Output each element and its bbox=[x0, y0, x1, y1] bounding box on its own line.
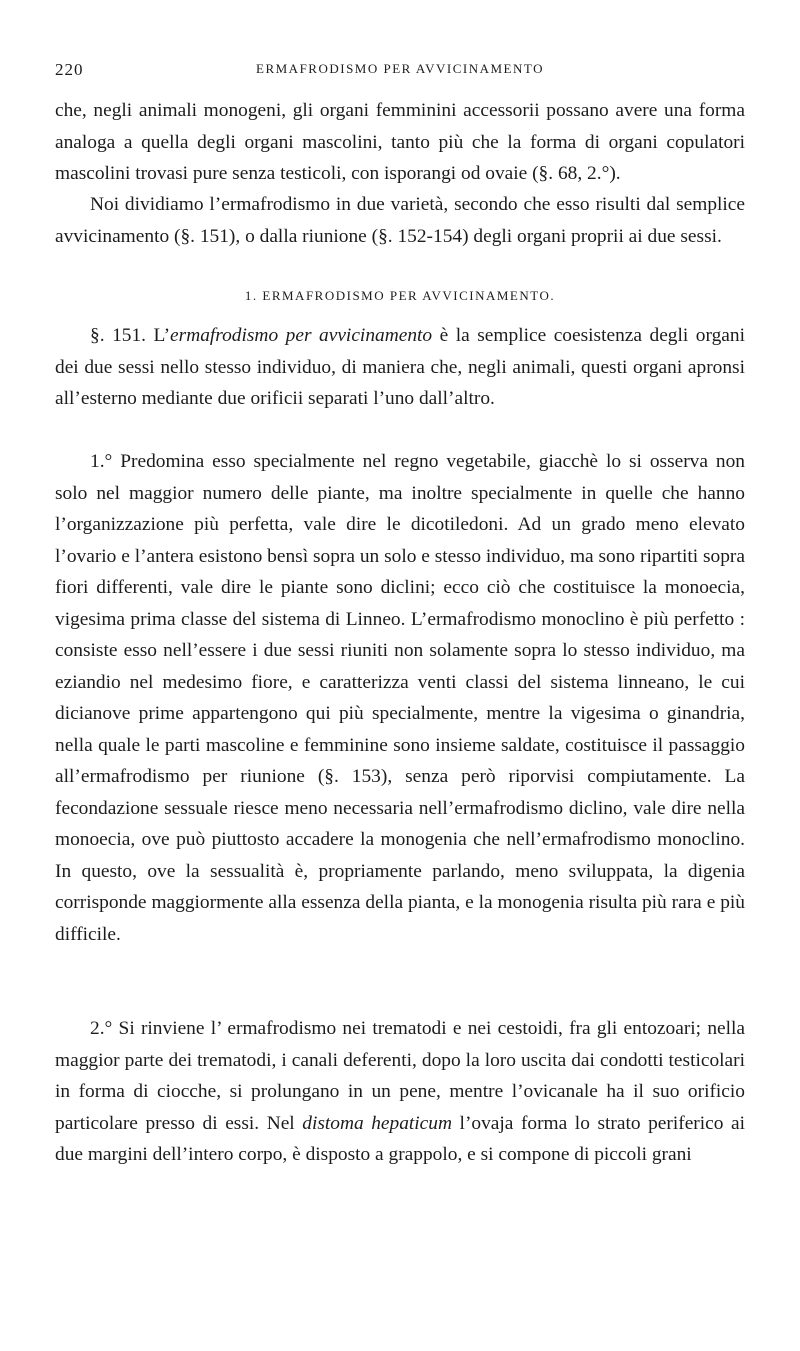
page-number: 220 bbox=[55, 60, 84, 79]
section-heading: 1. ERMAFRODISMO PER AVVICINAMENTO. bbox=[244, 288, 556, 303]
running-head bbox=[55, 60, 745, 84]
paragraph-2-text: Noi dividiamo l’ermafrodismo in due varietà, secondo che esso risulti dal semplice avvicinamento (§. 151), o dalla riunione (§. 152-154) degli organi proprii ai due sessi. bbox=[55, 194, 745, 247]
paragraph-2 bbox=[55, 189, 745, 252]
paragraph-1: che, negli animali monogeni, gli organi femminini accessorii possano avere una forma analoga a quella degli organi mascolini, tanto più che la forma di organi copulatori mascolini trovasi pure senza testicoli, con isporangi od ovaie (§. 68, 2.°). bbox=[55, 100, 745, 184]
running-head-title: ERMAFRODISMO PER AVVICINAMENTO bbox=[256, 61, 544, 76]
paragraph-3-italic: ermafrodismo per avvicinamento bbox=[170, 325, 433, 346]
paragraph-5-rest: l’ovaja forma lo strato periferico ai due margini dell’intero corpo, è disposto a grappolo, e si compone di piccoli grani bbox=[55, 1112, 745, 1165]
paragraph-5-italic: distoma hepaticum bbox=[302, 1112, 452, 1134]
paragraph-3-rest: è la semplice coesistenza degli organi dei due sessi nello stesso individuo, di maniera che, negli animali, questi organi apronsi all’esterno mediante due orificii separati l’uno dall’altro. bbox=[55, 325, 745, 409]
paragraph-5-lead: 2.° Si rinviene l’ ermafrodismo nei trematodi e nei cestoidi, fra gli entozoari; nella maggior parte dei trematodi, i canali deferenti, dopo la loro uscita dai condotti testicolari in forma di ciocche, si prolungano in un pene, mentre l’ovicanale ha il suo orificio particolare presso di essi. Nel bbox=[55, 1018, 745, 1134]
paragraph-3-lead: §. 151. L’ bbox=[90, 325, 171, 346]
paragraph-5 bbox=[55, 1013, 745, 1171]
paragraph-4 bbox=[55, 446, 745, 950]
paragraph-4-text: 1.° Predomina esso specialmente nel regno vegetabile, giacchè lo si osserva non solo nel maggior numero delle piante, ma inoltre specialmente in quelle che hanno l’organizzazione più perfetta, vale dire le dicotiledoni. Ad un grado meno elevato l’ovario e l’antera esistono bensì sopra un solo e stesso individuo, ma sono ripartiti sopra fiori differenti, vale dire le piante sono diclini; ecco ciò che costituisce la monoecia, vigesima prima classe del sistema di Linneo. L’ermafrodismo monoclino è più perfetto : consiste esso nell’essere i due sessi riuniti non solamente sopra lo stesso individuo, ma eziandio nel medesimo fiore, e caratterizza venti classi del sistema linneano, le cui dicianove prime appartengono qui più specialmente, mentre la vigesima o ginandria, nella quale le parti mascoline e femminine sono insieme saldate, costituisce il passaggio all’ermafrodismo per riunione (§. 153), senza però riporvisi compiutamente. La fecondazione sessuale riesce meno necessaria nell’ermafrodismo diclino, vale dire nella monoecia, ove può piuttosto accadere la monogenia che nell’ermafrodismo monoclino. In questo, ove la sessualità è, propriamente parlando, meno sviluppata, la digenia corrisponde maggiormente alla essenza della pianta, e la monogenia risulta più rara e più difficile. bbox=[55, 451, 745, 945]
paragraph-3 bbox=[55, 320, 745, 415]
